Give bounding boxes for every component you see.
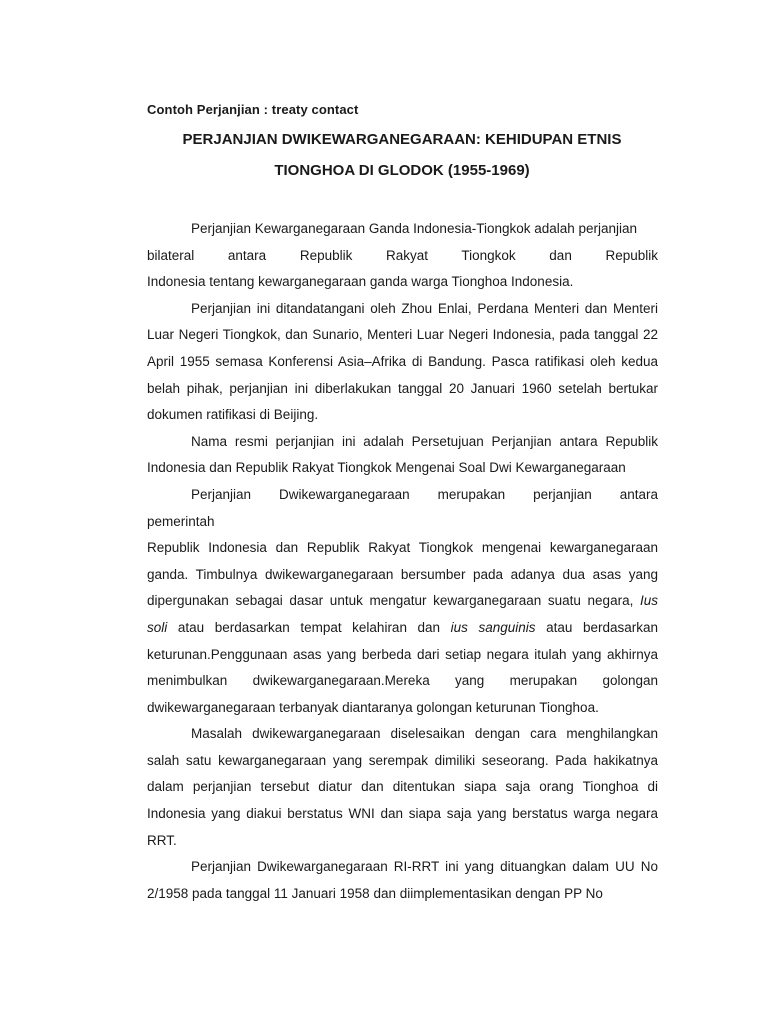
paragraph-1-line-1: Perjanjian Kewarganegaraan Ganda Indonesia-Tiongkok adalah perjanjian	[191, 221, 638, 236]
paragraph-4-line-1: Perjanjian Dwikewarganegaraan merupakan perjanjian antara	[191, 486, 658, 502]
paragraph-5-text-a: Republik Indonesia dan Republik Rakyat Tiongkok mengenai kewarganegaraan ganda. Timbulnya dwikewarganegaraan bersumber pada adanya dua asas yang dipergunakan sebagai dasar untuk mengatur kewarganegaraan suatu negara,	[147, 540, 658, 609]
document-title-line-2: TIONGHOA DI GLODOK (1955-1969)	[274, 162, 530, 179]
document-body	[147, 216, 658, 907]
paragraph-2: Perjanjian ini ditandatangani oleh Zhou Enlai, Perdana Menteri dan Menteri Luar Negeri Tiongkok, dan Sunario, Menteri Luar Negeri Indonesia, pada tanggal 22 April 1955 semasa Konferensi Asia–Afrika di Bandung. Pasca ratifikasi oleh kedua belah pihak, perjanjian ini diberlakukan tanggal 20 Januari 1960 setelah bertukar dokumen ratifikasi di Beijing.	[147, 300, 658, 423]
paragraph-3: Nama resmi perjanjian ini adalah Persetujuan Perjanjian antara Republik Indonesia dan Republik Rakyat Tiongkok Mengenai Soal Dwi Kewarganegaraan	[147, 433, 658, 476]
paragraph-5-text-c: atau berdasarkan keturunan.Penggunaan asas yang berbeda dari setiap negara itulah yang akhirnya menimbulkan dwikewarganegaraan.Mereka yang merupakan golongan dwikewarganegaraan terbanyak diantaranya golongan keturunan Tionghoa.	[147, 619, 658, 715]
paragraph-7: Perjanjian Dwikewarganegaraan RI-RRT ini yang dituangkan dalam UU No 2/1958 pada tanggal 11 Januari 1958 dan diimplementasikan dengan PP No	[147, 859, 658, 901]
paragraph-4-line-2: pemerintah	[147, 513, 215, 529]
paragraph-1-line-3: Indonesia tentang kewarganegaraan ganda warga Tionghoa Indonesia.	[147, 274, 574, 290]
document-title-line-1: PERJANJIAN DWIKEWARGANEGARAAN: KEHIDUPAN ETNIS	[182, 131, 622, 148]
paragraph-1-line-2: bilateral antara Republik Rakyat Tiongkok dan Republik	[147, 247, 658, 263]
term-ius-sanguinis: ius sanguinis	[450, 619, 536, 635]
paragraph-6: Masalah dwikewarganegaraan diselesaikan dengan cara menghilangkan salah satu kewarganegaraan yang serempak dimiliki seseorang. Pada hakikatnya dalam perjanjian tersebut diatur dan ditentukan siapa saja orang Tionghoa di Indonesia yang diakui berstatus WNI dan siapa saja yang berstatus warga negara RRT.	[147, 726, 658, 848]
paragraph-5-text-b: atau berdasarkan tempat kelahiran dan	[167, 619, 451, 635]
term-ius-soli: Ius soli	[147, 593, 658, 635]
paragraph-5	[147, 535, 658, 721]
document-label: Contoh Perjanjian : treaty contact	[147, 102, 359, 117]
